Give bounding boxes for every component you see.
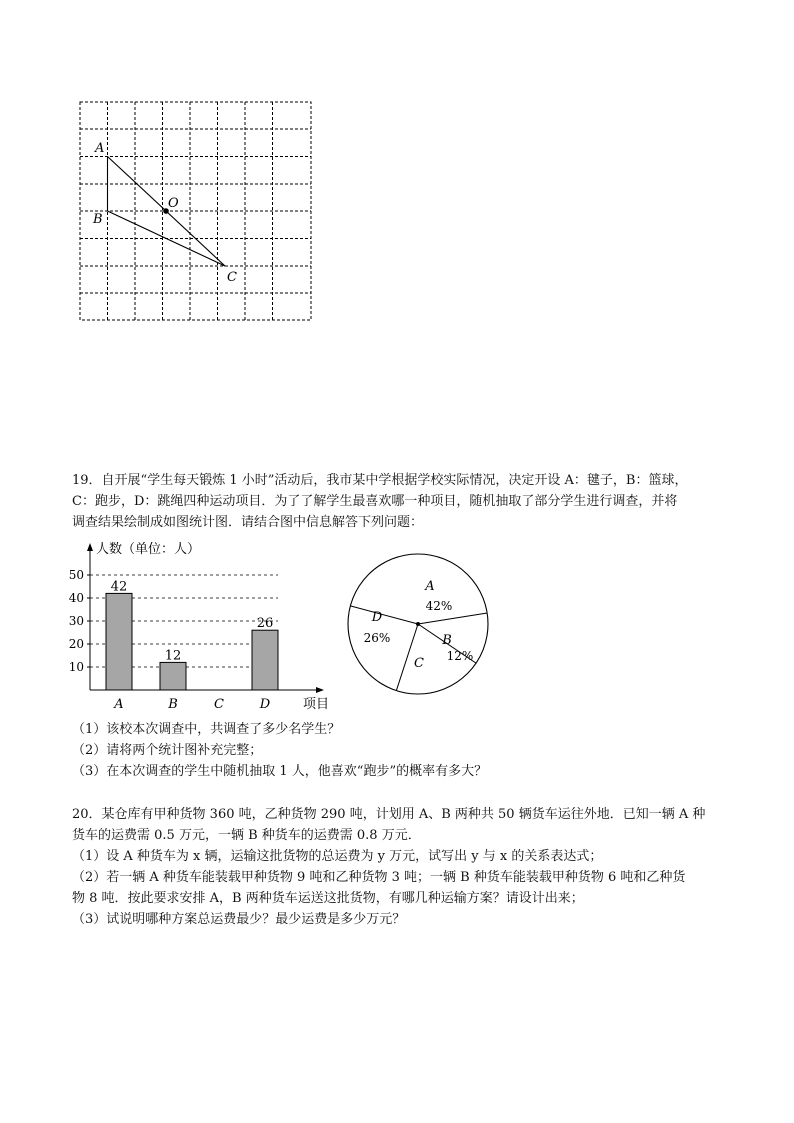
pie-slice-label-D: D — [371, 610, 383, 625]
y-tick-label: 30 — [68, 614, 84, 628]
x-axis-label: 项目 — [303, 697, 330, 712]
pie-slice-label-B: B — [442, 633, 452, 648]
bar-value-label: 42 — [110, 579, 128, 595]
x-tick-label: A — [114, 697, 124, 712]
q19-line-2: C：跑步，D：跳绳四种运动项目．为了了解学生最喜欢哪一种项目，随机抽取了部分学生进行调查，并将 — [72, 494, 678, 509]
y-tick-label: 50 — [68, 568, 84, 582]
x-tick-label: B — [168, 697, 178, 712]
dashed-grid — [80, 102, 311, 320]
q20-sub-3: （3）试说明哪种方案总运费最少？最少运费是多少万元？ — [72, 912, 406, 927]
pie-percent-label: 26% — [363, 631, 391, 645]
pie-percent-label: 42% — [425, 599, 453, 613]
q20-sub-2b: 物 8 吨．按此要求安排 A，B 两种货车运送这批货物，有哪几种运输方案？请设计出来； — [72, 891, 584, 906]
bar-value-label: 12 — [164, 648, 182, 664]
label-c: C — [227, 270, 237, 285]
q19-sub-1: （1）该校本次调查中，共调查了多少名学生？ — [72, 722, 341, 737]
q20-line-2: 货车的运费需 0.5 万元，一辆 B 种货车的运费需 0.8 万元． — [72, 828, 421, 843]
q20-line-1: 20．某仓库有甲种货物 360 吨，乙种货物 290 吨，计划用 A、B 两种共 50 辆货车运往外地．已知一辆 A 种 — [72, 807, 706, 822]
y-tick-label: 20 — [68, 637, 84, 651]
q19-sub-2: （2）请将两个统计图补充完整； — [72, 743, 263, 758]
x-axis-arrow — [316, 687, 324, 693]
q19-line-3: 调查结果绘制成如图统计图．请结合图中信息解答下列问题： — [72, 515, 424, 530]
q20-sub-1: （1）设 A 种货车为 x 辆，运输这批货物的总运费为 y 万元，试写出 y 与 x 的关系表达式； — [72, 849, 603, 864]
geometry-grid-figure — [70, 92, 320, 332]
bar-B — [160, 662, 186, 690]
y-tick-label: 40 — [68, 591, 84, 605]
q20-sub-2a: （2）若一辆 A 种货车能装载甲种货物 9 吨和乙种货物 3 吨；一辆 B 种货车能装载甲种货物 6 吨和乙种货 — [72, 870, 686, 885]
label-b: B — [93, 212, 103, 227]
label-o: O — [168, 196, 179, 211]
y-axis-arrow — [87, 543, 93, 551]
bar-marks — [106, 579, 278, 712]
q19-sub-3: （3）在本次调查的学生中随机抽取 1 人，他喜欢“跑步”的概率有多大？ — [72, 764, 488, 779]
x-tick-label: C — [214, 697, 224, 712]
pie-center — [416, 622, 420, 626]
pie-slice-label-A: A — [425, 579, 435, 594]
pie-chart — [340, 540, 500, 700]
bar-D — [252, 630, 278, 690]
bar-A — [106, 593, 132, 690]
label-a: A — [95, 141, 105, 156]
q19-line-1: 19．自开展“学生每天锻炼 1 小时”活动后，我市某中学根据学校实际情况，决定开设 A：毽子，B：篮球， — [72, 473, 688, 488]
bar-value-label: 26 — [256, 616, 274, 632]
y-tick-label: 10 — [68, 660, 84, 674]
pie-slice-label-C: C — [414, 656, 424, 671]
pie-percent-label: 12% — [446, 649, 474, 663]
x-tick-label: D — [259, 697, 271, 712]
bar-chart — [60, 535, 340, 715]
y-axis-label: 人数（单位：人） — [96, 542, 201, 557]
